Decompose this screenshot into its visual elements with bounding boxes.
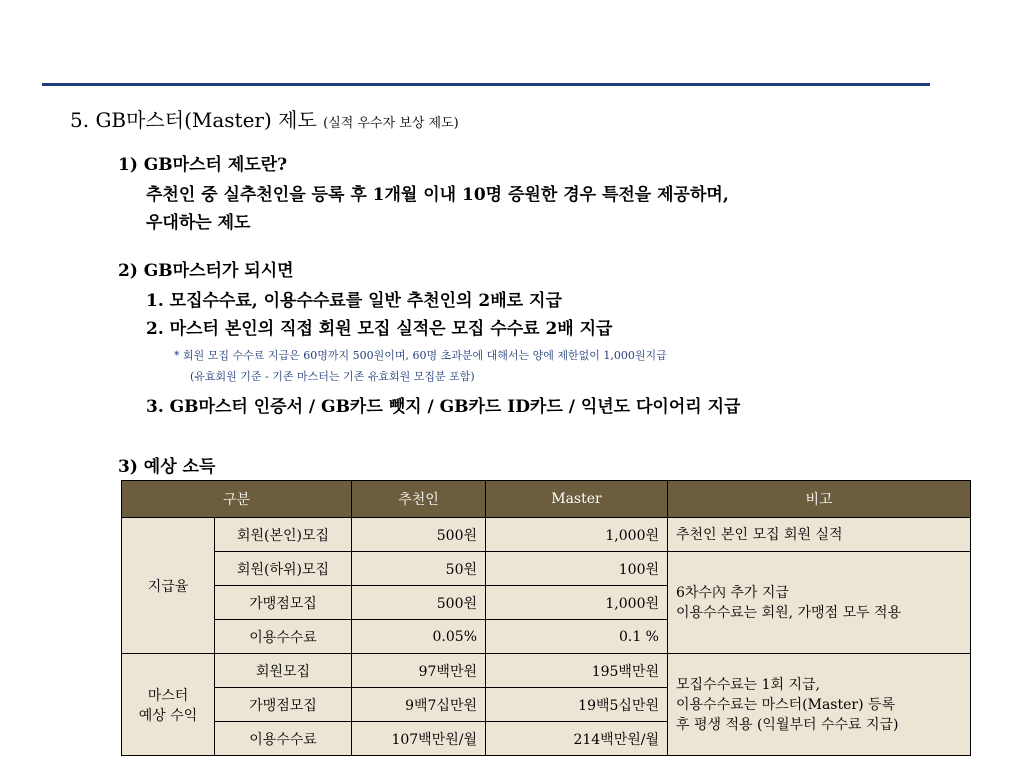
header-recommender: 추천인 xyxy=(352,481,486,518)
table-row xyxy=(122,654,971,688)
remark-line: 모집수수료는 1회 지급, xyxy=(676,676,820,693)
row-item: 이용수수료 xyxy=(215,722,352,756)
remark-additional-payment xyxy=(668,552,971,654)
table-header-row xyxy=(122,481,971,518)
row-recommender-value: 107백만원/월 xyxy=(352,722,486,756)
row-item: 가맹점모집 xyxy=(215,586,352,620)
row-recommender-value: 0.05% xyxy=(352,620,486,654)
row-master-value: 19백5십만원 xyxy=(486,688,668,722)
section1-title: 1) GB마스터 제도란? xyxy=(118,155,288,175)
section1-line1: 추천인 중 실추천인을 등록 후 1개월 이내 10명 증원한 경우 특전을 제공하며, xyxy=(146,185,729,205)
section2-note2: (유효회원 기준 - 기존 마스터는 기존 유효회원 모집분 포함) xyxy=(190,370,475,383)
row-recommender-value: 50원 xyxy=(352,552,486,586)
group-label-line: 마스터 xyxy=(147,687,189,704)
row-master-value: 0.1 % xyxy=(486,620,668,654)
section2-note1: * 회원 모집 수수료 지급은 60명까지 500원이며, 60명 초과분에 대해서는 양에 제한없이 1,000원지급 xyxy=(174,349,667,362)
header-category: 구분 xyxy=(122,481,352,518)
top-divider xyxy=(42,83,930,86)
remark-master-fees xyxy=(668,654,971,756)
row-recommender-value: 9백7십만원 xyxy=(352,688,486,722)
header-master: Master xyxy=(486,481,668,518)
remark-own-recruit: 추천인 본인 모집 회원 실적 xyxy=(668,518,971,552)
page-title xyxy=(70,104,459,133)
group-payment-rate: 지급율 xyxy=(122,518,215,654)
row-recommender-value: 500원 xyxy=(352,586,486,620)
page-title-text: 5. GB마스터(Master) 제도 xyxy=(70,108,317,132)
group-label-line: 예상 수익 xyxy=(138,707,198,724)
row-item: 이용수수료 xyxy=(215,620,352,654)
row-recommender-value: 97백만원 xyxy=(352,654,486,688)
row-item: 회원(하위)모집 xyxy=(215,552,352,586)
row-master-value: 214백만원/월 xyxy=(486,722,668,756)
row-item: 회원(본인)모집 xyxy=(215,518,352,552)
row-master-value: 1,000원 xyxy=(486,586,668,620)
income-table xyxy=(121,480,971,756)
group-master-income xyxy=(122,654,215,756)
section2-item3: 3. GB마스터 인증서 / GB카드 뺏지 / GB카드 ID카드 / 익년도 다이어리 지급 xyxy=(146,397,741,417)
row-item: 회원모집 xyxy=(215,654,352,688)
page-subtitle: (실적 우수자 보상 제도) xyxy=(323,116,459,131)
table-row xyxy=(122,552,971,586)
section1-line2: 우대하는 제도 xyxy=(146,213,251,233)
section2-item1: 1. 모집수수료, 이용수수료를 일반 추천인의 2배로 지급 xyxy=(146,291,562,311)
remark-line: 6차수內 추가 지급 xyxy=(676,584,789,601)
remark-line: 이용수수료는 마스터(Master) 등록 xyxy=(676,696,896,713)
row-master-value: 1,000원 xyxy=(486,518,668,552)
table-row xyxy=(122,518,971,552)
section2-item2: 2. 마스터 본인의 직접 회원 모집 실적은 모집 수수료 2배 지급 xyxy=(146,319,613,339)
row-item: 가맹점모집 xyxy=(215,688,352,722)
header-remarks: 비고 xyxy=(668,481,971,518)
remark-line: 후 평생 적용 (익월부터 수수료 지급) xyxy=(676,716,899,733)
row-recommender-value: 500원 xyxy=(352,518,486,552)
section3-title: 3) 예상 소득 xyxy=(118,457,216,477)
row-master-value: 100원 xyxy=(486,552,668,586)
row-master-value: 195백만원 xyxy=(486,654,668,688)
remark-line: 이용수수료는 회원, 가맹점 모두 적용 xyxy=(676,604,902,621)
section2-title: 2) GB마스터가 되시면 xyxy=(118,261,294,281)
